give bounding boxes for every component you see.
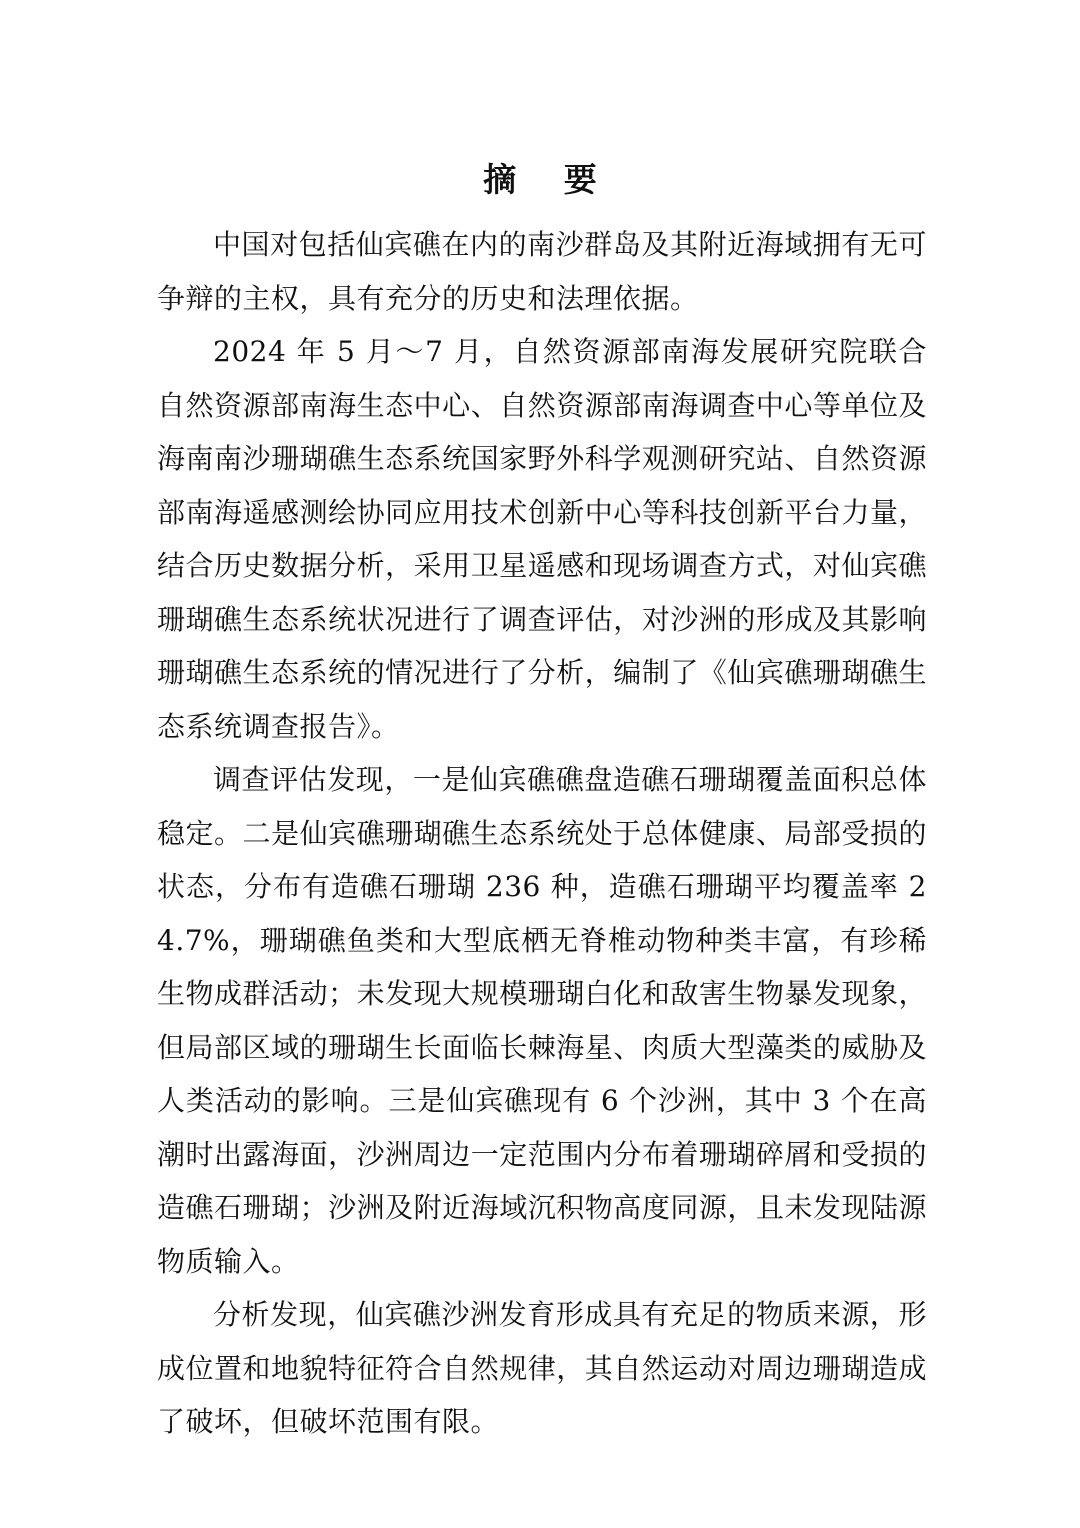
paragraph-survey-background: 2024 年 5 月～7 月，自然资源部南海发展研究院联合自然资源部南海生态中心、自然资源部南海调查中心等单位及海南南沙珊瑚礁生态系统国家野外科学观测研究站、自然资源部南海遥感测绘协同应用技术创新中心等科技创新平台力量，结合历史数据分析，采用卫星遥感和现场调查方式，对仙宾礁珊瑚礁生态系统状况进行了调查评估，对沙洲的形成及其影响珊瑚礁生态系统的情况进行了分析，编制了《仙宾礁珊瑚礁生态系统调查报告》。 [157, 335, 927, 743]
paragraph-analysis-findings: 分析发现，仙宾礁沙洲发育形成具有充足的物质来源，形成位置和地貌特征符合自然规律，其自然运动对周边珊瑚造成了破坏，但破坏范围有限。 [157, 1298, 927, 1438]
paragraph-sovereignty: 中国对包括仙宾礁在内的南沙群岛及其附近海域拥有无可争辩的主权，具有充分的历史和法理依据。 [157, 228, 927, 315]
page-title: 摘 要 [483, 160, 615, 199]
paragraph-survey-findings: 调查评估发现，一是仙宾礁礁盘造礁石珊瑚覆盖面积总体稳定。二是仙宾礁珊瑚礁生态系统处于总体健康、局部受损的状态，分布有造礁石珊瑚 236 种，造礁石珊瑚平均覆盖率 24.7%，珊瑚礁鱼类和大型底栖无脊椎动物种类丰富，有珍稀生物成群活动；未发现大规模珊瑚白化和敌害生物暴发现象，但局部区域的珊瑚生长面临长棘海星、肉质大型藻类的威胁及人类活动的影响。三是仙宾礁现有 6 个沙洲，其中 3 个在高潮时出露海面，沙洲周边一定范围内分布着珊瑚碎屑和受损的造礁石珊瑚；沙洲及附近海域沉积物高度同源，且未发现陆源物质输入。 [157, 763, 927, 1278]
abstract-body [157, 218, 927, 1449]
